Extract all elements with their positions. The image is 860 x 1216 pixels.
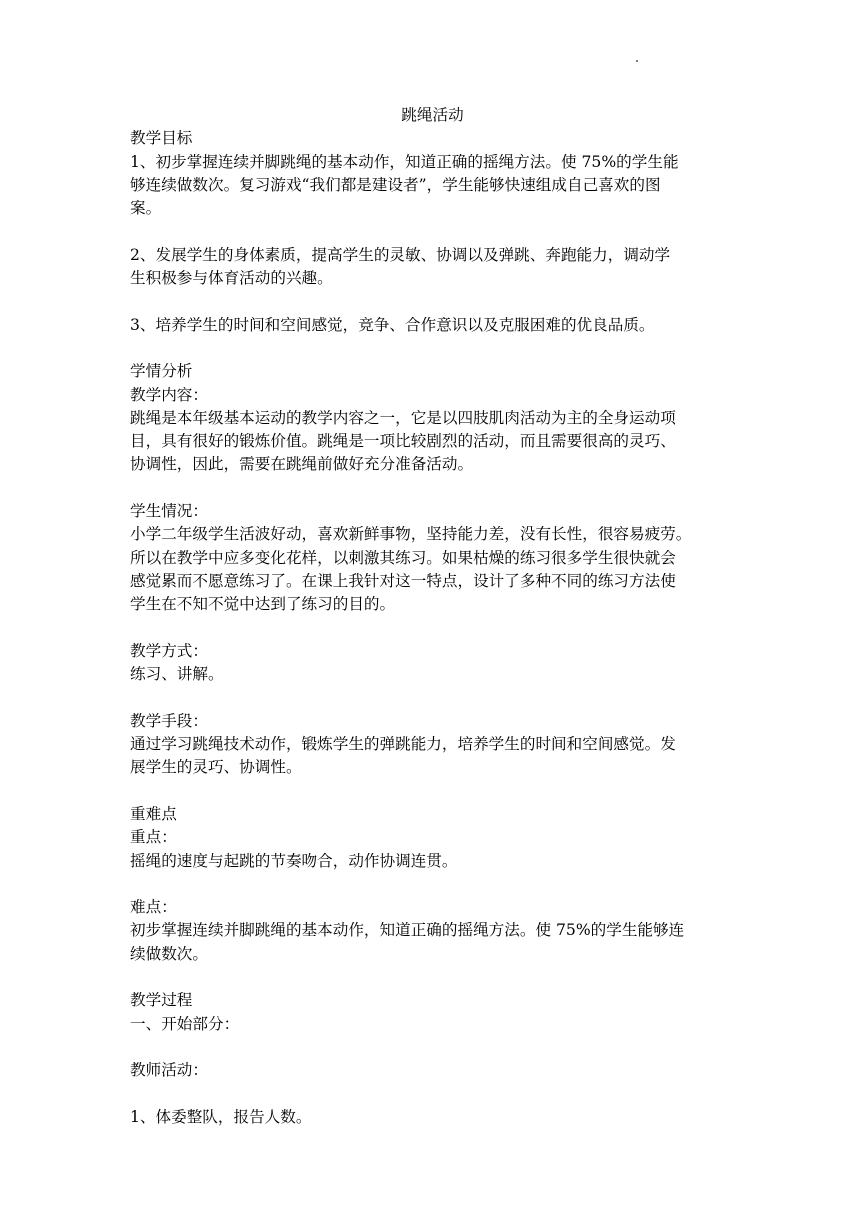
goal-3-line-1: 3、培养学生的时间和空间感觉，竞争、合作意识以及克服困难的优良品质。 bbox=[130, 315, 655, 334]
page-mark bbox=[636, 60, 638, 62]
subheading-students: 学生情况： bbox=[130, 502, 208, 521]
students-line-1: 小学二年级学生活波好动，喜欢新鲜事物，坚持能力差，没有长性，很容易疲劳。 bbox=[130, 525, 692, 544]
difficulty-line-1: 初步掌握连续并脚跳绳的基本动作，知道正确的摇绳方法。使 75%的学生能够连 bbox=[130, 921, 685, 940]
document-title: 跳绳活动 bbox=[401, 106, 464, 124]
section-heading-analysis: 学情分析 bbox=[130, 362, 193, 381]
blank-line bbox=[130, 873, 735, 896]
students-line-4: 学生在不知不觉中达到了练习的目的。 bbox=[130, 595, 396, 614]
students-line-3: 感觉累而不愿意练习了。在课上我针对这一特点，设计了多种不同的练习方法使 bbox=[130, 571, 676, 590]
blank-line bbox=[130, 220, 735, 243]
blank-line bbox=[130, 1036, 735, 1059]
goal-1-line-3: 案。 bbox=[130, 199, 162, 218]
content-line-1: 跳绳是本年级基本运动的教学内容之一，它是以四肢肌肉活动为主的全身运动项 bbox=[130, 408, 676, 427]
subheading-content: 教学内容： bbox=[130, 385, 208, 404]
means-line-2: 展学生的灵巧、协调性。 bbox=[130, 758, 302, 777]
content-line-3: 协调性，因此，需要在跳绳前做好充分准备活动。 bbox=[130, 455, 474, 474]
goal-2-line-1: 2、发展学生的身体素质，提高学生的灵敏、协调以及弹跳、奔跑能力，调动学 bbox=[130, 245, 671, 264]
blank-line bbox=[130, 477, 735, 500]
subheading-means: 教学手段： bbox=[130, 711, 208, 730]
teacher-line-1: 1、体委整队，报告人数。 bbox=[130, 1107, 312, 1126]
goal-1-line-1: 1、初步掌握连续并脚跳绳的基本动作，知道正确的摇绳方法。使 75%的学生能 bbox=[130, 152, 679, 171]
method-line-1: 练习、讲解。 bbox=[130, 665, 224, 684]
blank-line bbox=[130, 337, 735, 360]
students-line-2: 所以在教学中应多变化花样，以刺激其练习。如果枯燥的练习很多学生很快就会 bbox=[130, 548, 676, 567]
section-heading-process: 教学过程 bbox=[130, 991, 193, 1010]
content-line-2: 目，具有很好的锻炼价值。跳绳是一项比较剧烈的活动，而且需要很高的灵巧、 bbox=[130, 432, 676, 451]
blank-line bbox=[130, 966, 735, 989]
subheading-teacher: 教师活动： bbox=[130, 1061, 208, 1080]
difficulty-line-2: 续做数次。 bbox=[130, 944, 208, 963]
blank-line bbox=[130, 290, 735, 313]
section-heading-goals: 教学目标 bbox=[130, 129, 193, 148]
subheading-difficulty: 难点： bbox=[130, 898, 177, 917]
process-part-1: 一、开始部分： bbox=[130, 1014, 240, 1033]
subheading-method: 教学方式： bbox=[130, 641, 208, 660]
focus-line-1: 摇绳的速度与起跳的节奏吻合，动作协调连贯。 bbox=[130, 851, 458, 870]
goal-1-line-2: 够连续做数次。复习游戏“我们都是建设者”，学生能够快速组成自己喜欢的图 bbox=[130, 175, 661, 194]
blank-line bbox=[130, 780, 735, 803]
section-heading-key-points: 重难点 bbox=[130, 804, 177, 823]
subheading-focus: 重点： bbox=[130, 828, 177, 847]
goal-2-line-2: 生积极参与体育活动的兴趣。 bbox=[130, 269, 333, 288]
blank-line bbox=[130, 686, 735, 709]
means-line-1: 通过学习跳绳技术动作，锻炼学生的弹跳能力，培养学生的时间和空间感觉。发 bbox=[130, 735, 676, 754]
blank-line bbox=[130, 617, 735, 640]
document-body bbox=[130, 104, 735, 1129]
blank-line bbox=[130, 1082, 735, 1105]
